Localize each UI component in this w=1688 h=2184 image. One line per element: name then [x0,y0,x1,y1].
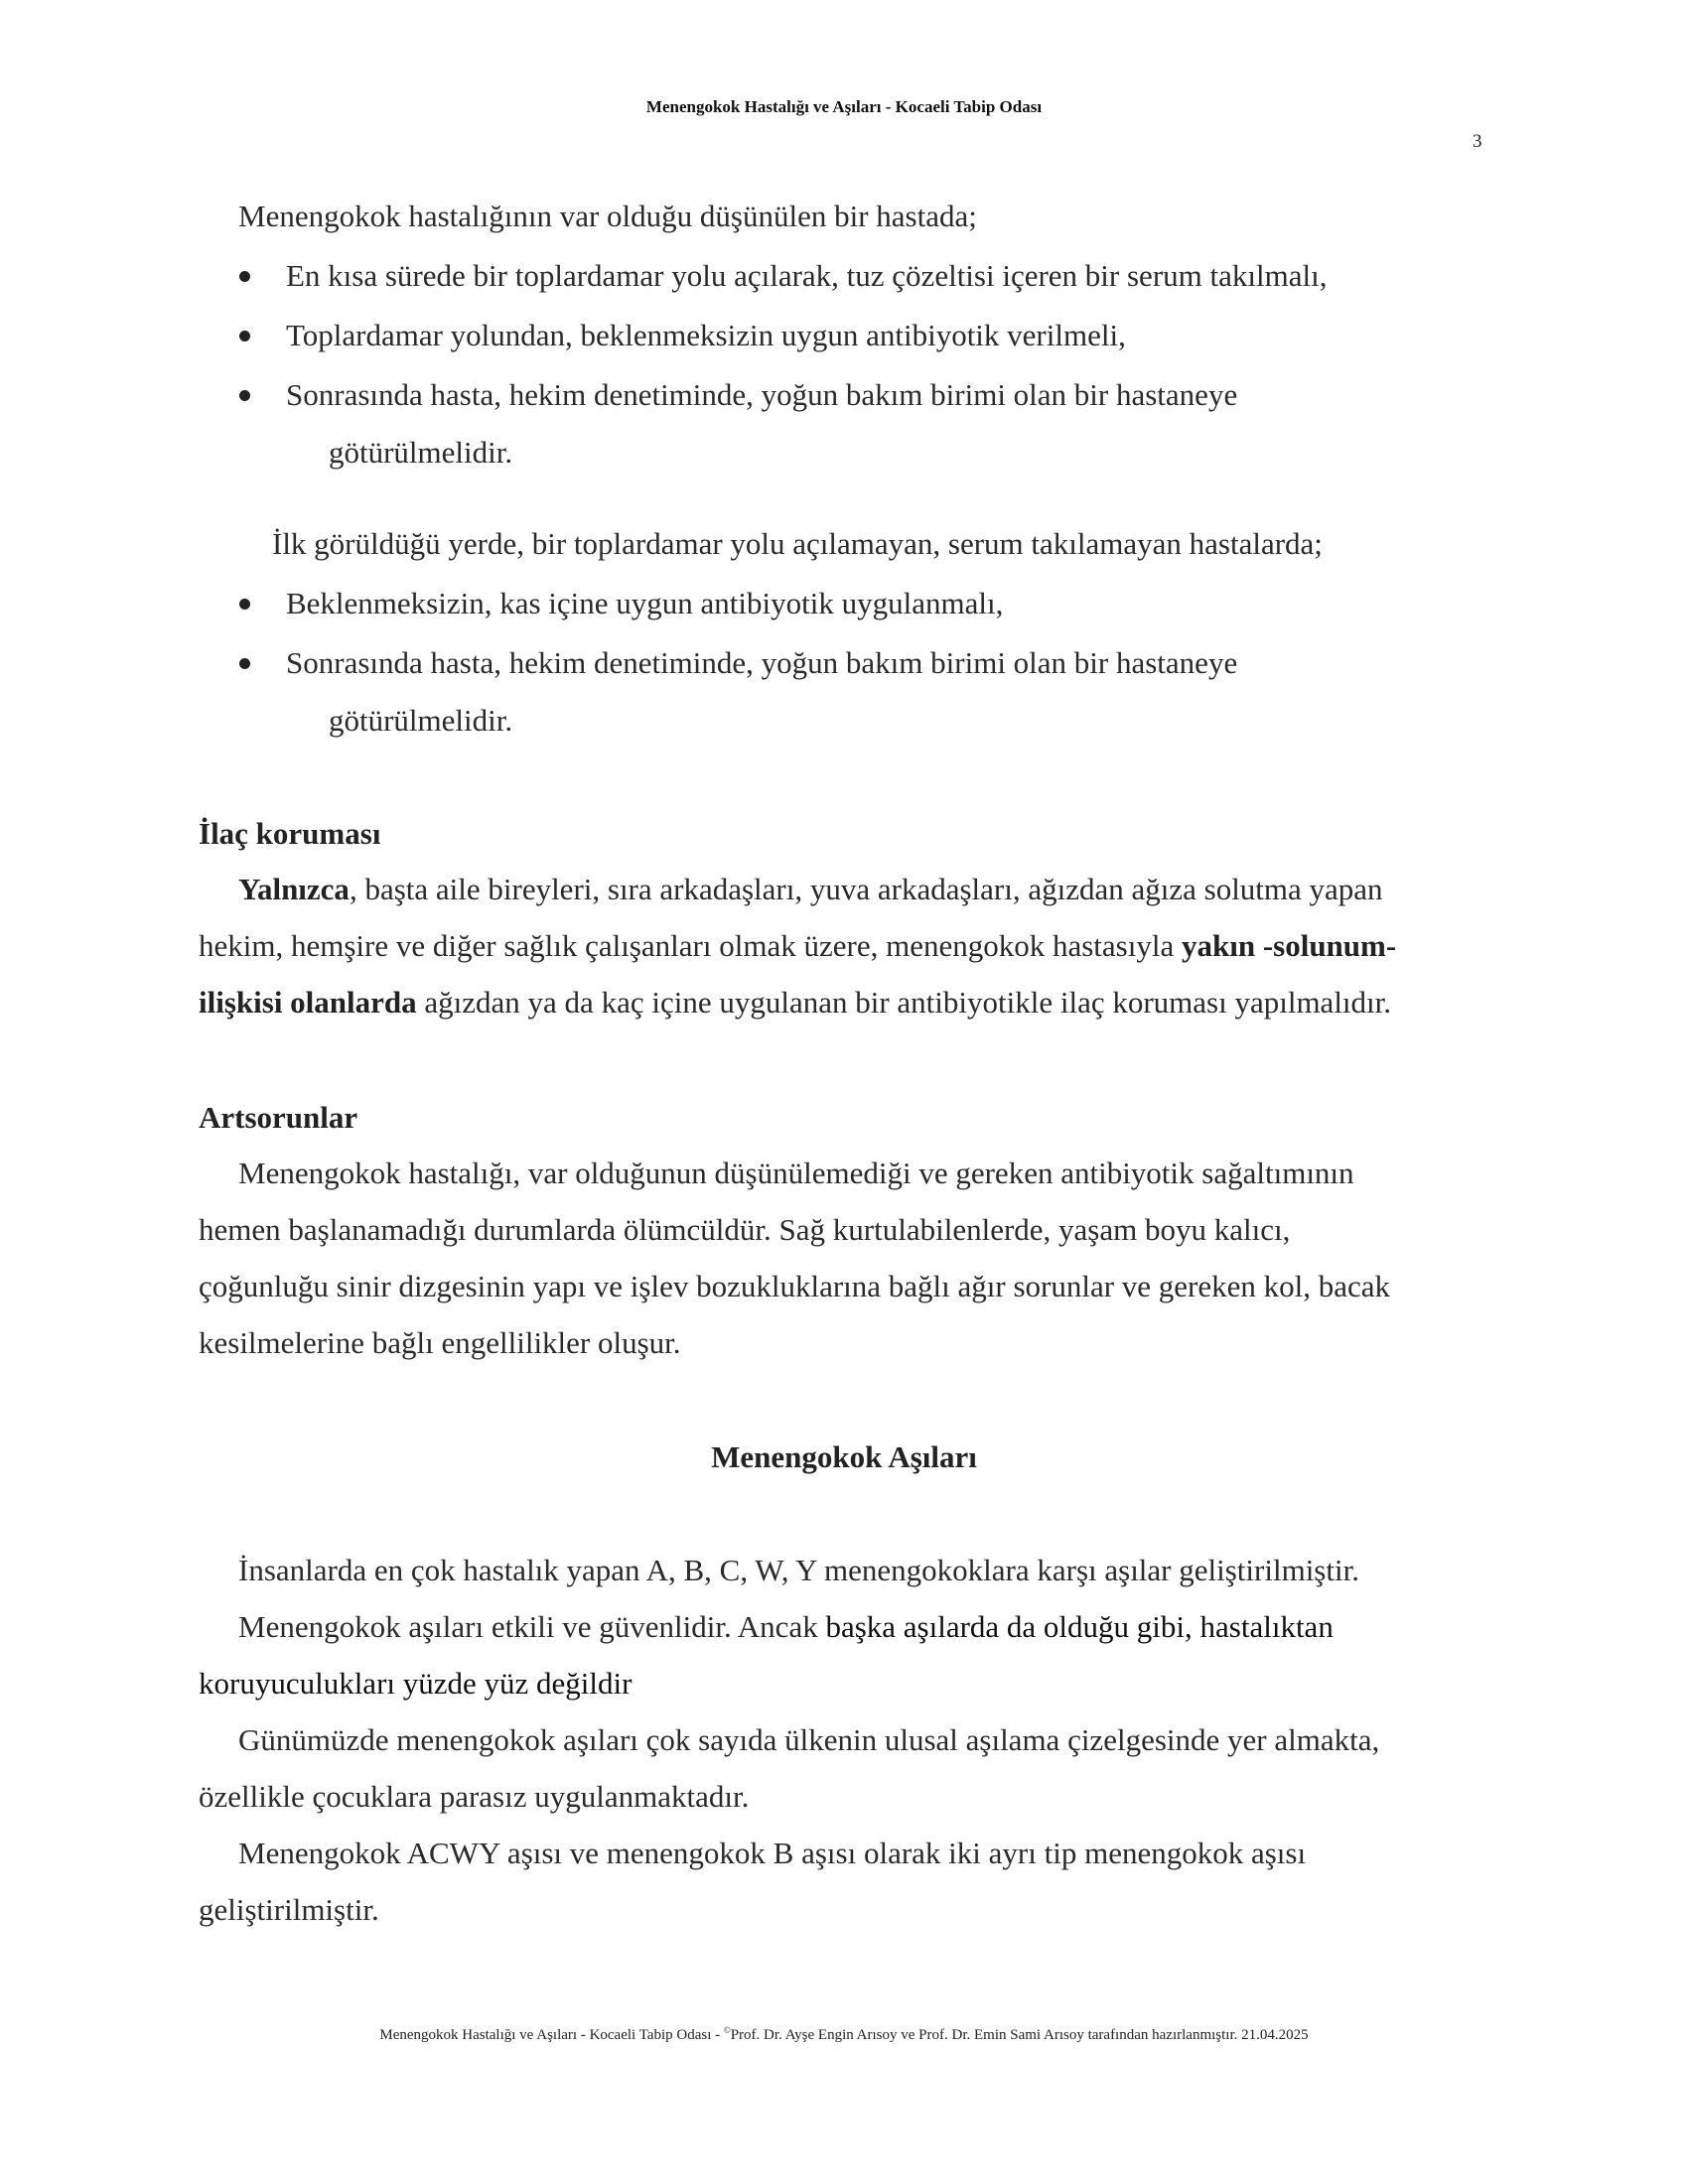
list-item: Sonrasında hasta, hekim denetiminde, yoğun bakım birimi olan bir hastaneye [286,377,1238,412]
paragraph-line: geliştirilmiştir. [199,1892,379,1927]
section-heading-asilar: Menengokok Aşıları [711,1439,977,1474]
paragraph-line: özellikle çocuklara parasız uygulanmaktadır. [199,1779,750,1814]
bold-text: ilişkisi olanlarda [199,985,417,1020]
paragraph-line: çoğunluğu sinir dizgesinin yapı ve işlev bozukluklarına bağlı ağır sorunlar ve gereken kol, bacak [199,1269,1391,1303]
paragraph-line: İnsanlarda en çok hastalık yapan A, B, C, W, Y menengokoklara karşı aşılar geliştirilmiştir. [238,1553,1359,1587]
footer-text: Menengokok Hastalığı ve Aşıları - Kocaeli Tabip Odası - [379,2027,724,2043]
bold-text: yakın -solunum- [1181,928,1397,963]
paragraph-line: Menengokok hastalığı, var olduğunun düşünülemediği ve gereken antibiyotik sağaltımının [238,1156,1354,1190]
bullet-icon [239,271,250,282]
running-footer [0,2025,1688,2044]
bullet-icon [239,599,250,610]
intro-line-2: İlk görüldüğü yerde, bir toplardamar yolu açılamayan, serum takılamayan hastalarda; [272,526,1323,561]
section-heading-ilac: İlaç koruması [199,816,381,851]
list-item: Beklenmeksizin, kas içine uygun antibiyotik uygulanmalı, [286,586,1004,620]
paragraph-line: kesilmelerine bağlı engellilikler oluşur. [199,1325,681,1360]
bullet-icon [239,331,250,341]
paragraph-line [238,1609,1334,1645]
bullet-icon [239,390,250,401]
page-number: 3 [1473,131,1482,152]
paragraph-line: koruyuculukları yüzde yüz değildir [199,1666,633,1701]
paragraph-line [199,928,1396,964]
text: hekim, hemşire ve diğer sağlık çalışanları olmak üzere, menengokok hastasıyla [199,928,1182,963]
bullet-icon [239,658,250,669]
list-item-continuation: götürülmelidir. [329,703,513,738]
paragraph-line: Menengokok ACWY aşısı ve menengokok B aşısı olarak iki ayrı tip menengokok aşısı [238,1836,1307,1870]
bold-text: Yalnızca [238,872,350,906]
copyright-symbol: © [723,2025,731,2035]
text: Menengokok aşıları etkili ve güvenlidir. Ancak [238,1609,826,1644]
paragraph-line: Günümüzde menengokok aşıları çok sayıda ülkenin ulusal aşılama çizelgesinde yer almakta, [238,1722,1380,1757]
text: ağızdan ya da kaç içine uygulanan bir antibiyotikle ilaç koruması yapılmalıdır. [416,985,1392,1020]
intro-line: Menengokok hastalığının var olduğu düşünülen bir hastada; [238,199,977,233]
running-header: Menengokok Hastalığı ve Aşıları - Kocaeli Tabip Odası [645,97,1043,116]
paragraph-line: hemen başlanamadığı durumlarda ölümcüldür. Sağ kurtulabilenlerde, yaşam boyu kalıcı, [199,1212,1291,1247]
list-item-continuation: götürülmelidir. [329,435,513,470]
list-item: En kısa sürede bir toplardamar yolu açılarak, tuz çözeltisi içeren bir serum takılmalı, [286,258,1328,293]
paragraph-line [199,985,1391,1021]
text: , başta aile bireyleri, sıra arkadaşları, yuva arkadaşları, ağızdan ağıza solutma yapan [349,872,1383,906]
paragraph-line [238,872,1383,907]
list-item: Toplardamar yolundan, beklenmeksizin uygun antibiyotik verilmeli, [286,318,1126,352]
section-heading-artsorunlar: Artsorunlar [199,1100,358,1135]
footer-text: Prof. Dr. Ayşe Engin Arısoy ve Prof. Dr. Emin Sami Arısoy tarafından hazırlanmıştır. 21.04.2025 [730,2027,1309,2043]
list-item: Sonrasında hasta, hekim denetiminde, yoğun bakım birimi olan bir hastaneye [286,645,1238,680]
text: başka aşılarda da olduğu gibi, hastalıktan [825,1609,1334,1644]
